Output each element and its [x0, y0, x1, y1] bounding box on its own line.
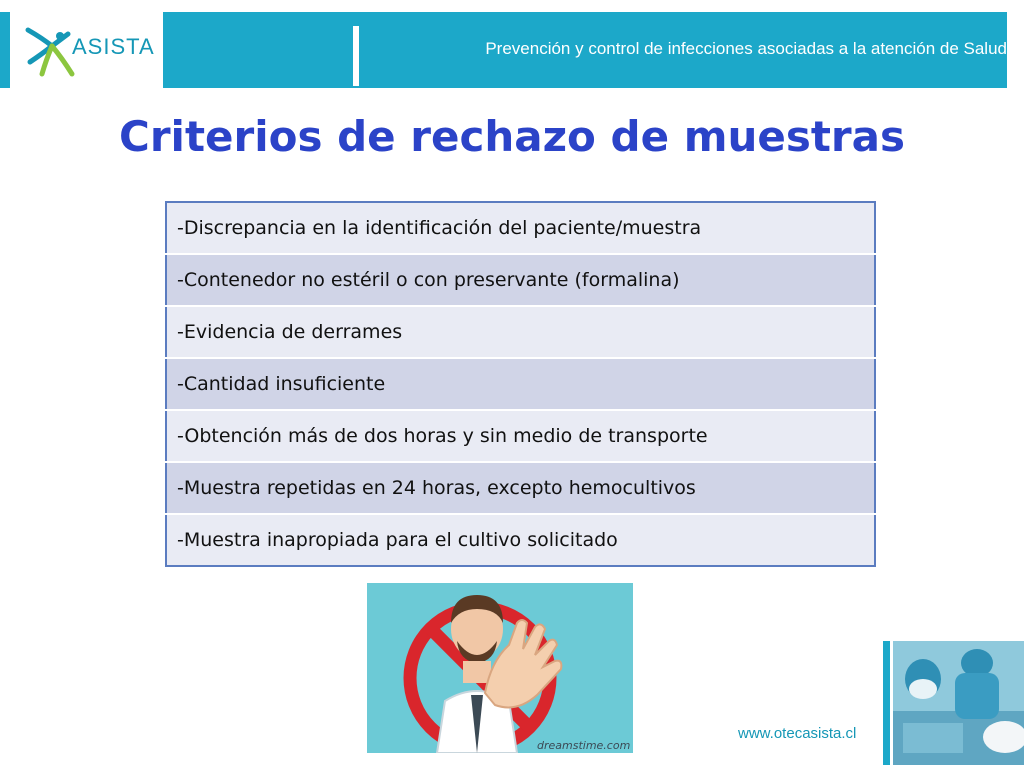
- header-divider: [353, 26, 359, 86]
- criteria-item: -Muestra inapropiada para el cultivo solicitado: [166, 514, 875, 566]
- header-bar: [163, 12, 1007, 88]
- header-title: Prevención y control de infecciones asociadas a la atención de Salud: [485, 39, 1007, 58]
- table-row: [166, 202, 875, 254]
- table-row: [166, 410, 875, 462]
- watermark-text: dreamstime.com: [537, 739, 631, 752]
- asista-logo: [22, 12, 162, 88]
- table-row: [166, 254, 875, 306]
- criteria-table: [165, 201, 876, 567]
- left-accent-bar: [0, 12, 10, 88]
- criteria-item: -Discrepancia en la identificación del paciente/muestra: [166, 202, 875, 254]
- criteria-item: -Contenedor no estéril o con preservante (formalina): [166, 254, 875, 306]
- criteria-item: -Cantidad insuficiente: [166, 358, 875, 410]
- table-row: [166, 358, 875, 410]
- table-row: [166, 462, 875, 514]
- photo-accent-bar: [883, 641, 890, 765]
- criteria-item: -Muestra repetidas en 24 horas, excepto hemocultivos: [166, 462, 875, 514]
- logo-text: ASISTA: [72, 34, 155, 59]
- table-row: [166, 306, 875, 358]
- doctor-stop-illustration: [367, 583, 633, 753]
- doctor-neck-icon: [463, 661, 491, 683]
- criteria-item: -Obtención más de dos horas y sin medio de transporte: [166, 410, 875, 462]
- surgery-photo: [893, 641, 1024, 765]
- criteria-item: -Evidencia de derrames: [166, 306, 875, 358]
- table-row: [166, 514, 875, 566]
- surgeon-gown-icon: [955, 673, 999, 719]
- slide-title: Criterios de rechazo de muestras: [119, 112, 905, 161]
- website-url: www.otecasista.cl: [738, 725, 857, 742]
